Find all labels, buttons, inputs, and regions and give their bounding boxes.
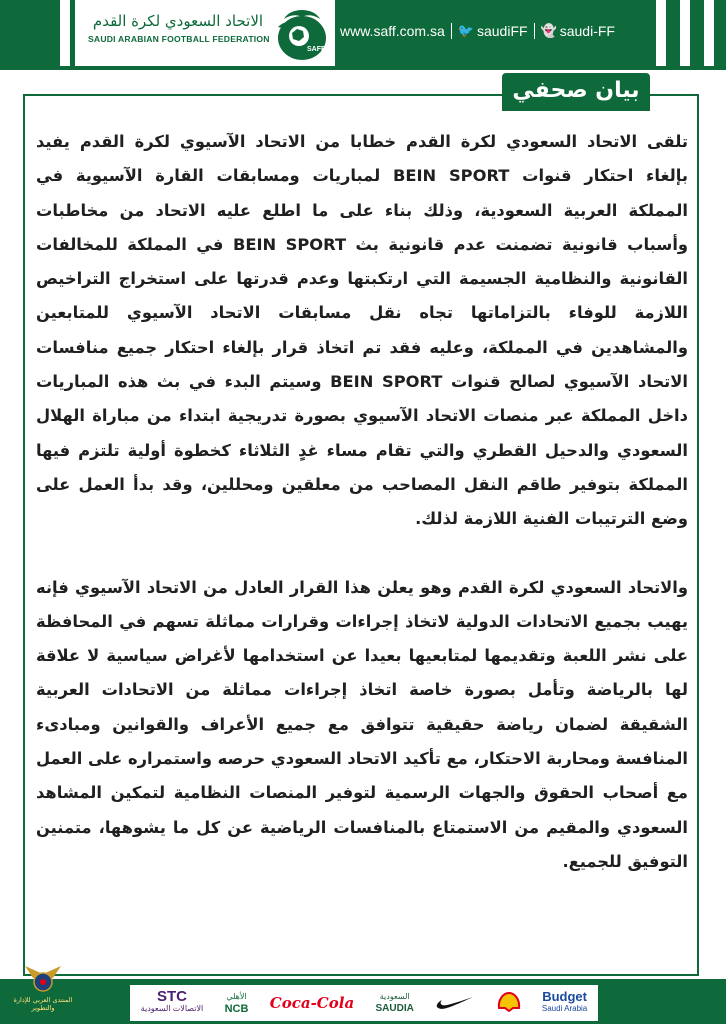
logo-text: SAFF	[307, 46, 326, 53]
sponsor-stc-logo: STC الاتصالات السعودية	[140, 988, 204, 1013]
org-name-english: SAUDI ARABIAN FOOTBALL FEDERATION	[88, 34, 270, 44]
paragraph-2: والاتحاد السعودي لكرة القدم وهو يعلن هذا القرار العادل من الاتحاد الآسيوي فإنه يهيب بجميع الاتحادات الدولية لاتخاذ إجراءات وقرارات مماثلة تسهم في المحافظة على نشر اللعبة وتقديمها لمتابعيها بعيدا عن استخدامها لأغراض سياسية لا علاقة لها بالرياضة وتأمل بصورة خاصة اتخاذ إجراءات مماثلة من الاتحادات العربية الشقيقة لضمان رياضة حقيقية تتوافق مع جميع الأعراف والقوانين ومبادىء المنافسة ومحاربة الاحتكار، مع تأكيد الاتحاد السعودي حرصه واستمراره على العمل مع أصحاب الحقوق والجهات الرسمية لتوفير المنصات النظامية لتمكين المشاهد السعودي والمقيم من الاستمتاع بالمنافسات الرياضية عن كل ما يشوهها، متمنين التوفيق للجميع.	[36, 577, 688, 871]
header-stripe	[704, 0, 714, 66]
sponsor-shell-logo	[497, 992, 521, 1014]
statement-body	[36, 125, 688, 879]
watermark-text: المنتدى العربي للإدارة والتطوير	[13, 996, 73, 1012]
sponsor-nike-logo	[435, 995, 475, 1011]
header-stripe	[656, 0, 666, 66]
header-bar	[0, 0, 726, 70]
snapchat-handle[interactable]: saudi-FF	[559, 23, 615, 39]
sponsor-budget-logo: Budget Saudi Arabia	[541, 989, 588, 1013]
header-stripe	[60, 0, 70, 66]
sponsor-saudia-logo: السعودية SAUDIA	[375, 992, 414, 1014]
org-name-arabic: الاتحاد السعودي لكرة القدم	[92, 12, 264, 30]
sponsor-cocacola-logo: Coca-Cola	[269, 994, 355, 1012]
saff-logo-icon	[270, 5, 334, 63]
snapchat-icon: 👻	[540, 23, 557, 38]
header-links	[340, 20, 630, 42]
shell-icon	[497, 992, 521, 1012]
page-title: بيان صحفي	[502, 73, 650, 111]
watermark-emblem-icon	[23, 960, 63, 994]
twitter-handle[interactable]: saudiFF	[476, 23, 528, 39]
sponsor-ncb-logo: الأهلي NCB	[224, 992, 249, 1015]
separator	[451, 23, 452, 39]
nike-swoosh-icon	[435, 995, 475, 1011]
forum-watermark	[4, 960, 82, 1020]
website-link[interactable]: www.saff.com.sa	[340, 23, 445, 39]
sponsor-strip	[130, 985, 598, 1021]
twitter-icon: 🐦	[457, 23, 474, 38]
paragraph-1: تلقى الاتحاد السعودي لكرة القدم خطابا من الاتحاد الآسيوي لكرة القدم يفيد بإلغاء احتكار قنوات BEIN SPORT لمباريات ومسابقات القارة الآسيوية في المملكة العربية السعودية، وذلك بناء على ما اطلع عليه الاتحاد من مخاطبات وأسباب قانونية تضمنت عدم قانونية بث BEIN SPORT في المملكة للمخالفات القانونية والنظامية الجسيمة التي ارتكبتها وعدم قدرتها على استخراج التراخيص اللازمة للوفاء بالتزاماتها تجاه نقل مسابقات الاتحاد الآسيوي للمتابعين والمشاهدين في المملكة، وعليه فقد تم اتخاذ قرار بإلغاء احتكار جميع منافسات الاتحاد الآسيوي لصالح قنوات BEIN SPORT وسيتم البدء في بث هذه المباريات داخل المملكة عبر منصات الاتحاد الآسيوي بصورة تدريجية ابتداء من مباراة الهلال السعودي والدحيل القطري والتي تقام مساء غدٍ الثلاثاء كخطوة أولية تلتزم فيها المملكة بتوفير طاقم النقل المصاحب من معلقين ومحللين، وقد بدأ العمل على وضع الترتيبات الفنية اللازمة لذلك.	[36, 132, 689, 529]
separator	[534, 23, 535, 39]
header-stripe	[680, 0, 690, 66]
